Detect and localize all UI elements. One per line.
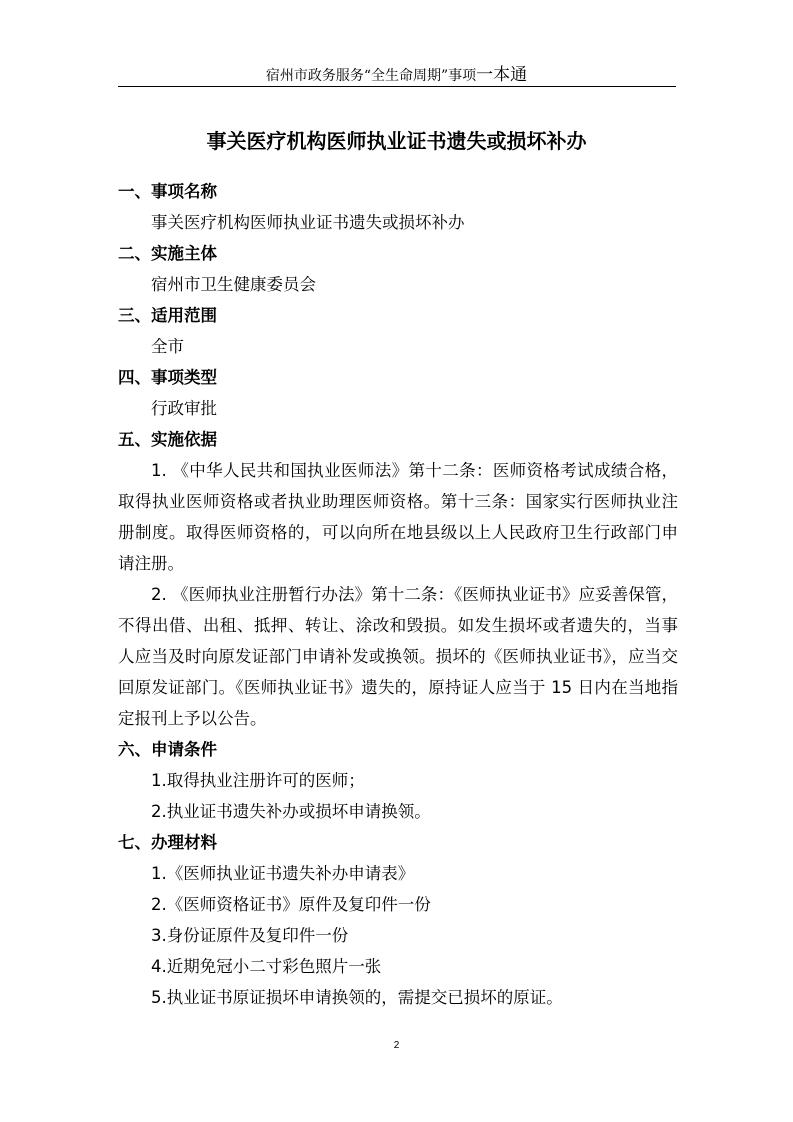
- page-number: 2: [393, 1040, 400, 1051]
- running-header: [0, 60, 793, 85]
- section-heading-implementing-body: 二、实施主体: [118, 244, 217, 263]
- document-body: [118, 176, 678, 1013]
- section-body-implementing-body: 宿州市卫生健康委员会: [151, 275, 316, 294]
- section-heading-materials: 七、办理材料: [118, 833, 217, 852]
- condition-item: 1.取得执业注册许可的医师；: [151, 771, 365, 790]
- section-body-item-type: 行政审批: [151, 399, 217, 418]
- legal-basis-paragraph: 2. 《医师执业注册暂行办法》第十二条：《医师执业证书》应妥善保管，不得出借、出租、抵押、转让、涂改和毁损。如发生损坏或者遗失的，当事人应当及时向原发证部门申请补发或换领。损坏的《医师执业证书》，应当交回原发证部门。《医师执业证书》遗失的，原持证人应当于 15 日内在当地指定报刊上予以公告。: [118, 585, 678, 728]
- header-suffix: 一本通: [476, 65, 528, 85]
- header-divider: [118, 86, 676, 87]
- header-text: 宿州市政务服务“全生命周期”事项: [265, 68, 477, 84]
- document-title: 事关医疗机构医师执业证书遗失或损坏补办: [206, 129, 587, 153]
- material-item: 2.《医师资格证书》原件及复印件一份: [151, 895, 431, 914]
- legal-basis-paragraph: 1. 《中华人民共和国执业医师法》第十二条：医师资格考试成绩合格，取得执业医师资格或者执业助理医师资格。第十三条：国家实行医师执业注册制度。取得医师资格的，可以向所在地县级以上人民政府卫生行政部门申请注册。: [118, 461, 678, 573]
- material-item: 5.执业证书原证损坏申请换领的，需提交已损坏的原证。: [151, 988, 563, 1007]
- section-heading-item-name: 一、事项名称: [118, 182, 217, 201]
- material-item: 1.《医师执业证书遗失补办申请表》: [151, 864, 415, 883]
- section-body-scope: 全市: [151, 337, 184, 356]
- section-heading-legal-basis: 五、实施依据: [118, 430, 217, 449]
- section-body-item-name: 事关医疗机构医师执业证书遗失或损坏补办: [151, 213, 465, 232]
- material-item: 4.近期免冠小二寸彩色照片一张: [151, 957, 382, 976]
- section-heading-item-type: 四、事项类型: [118, 368, 217, 387]
- condition-item: 2.执业证书遗失补办或损坏申请换领。: [151, 802, 431, 821]
- section-heading-conditions: 六、申请条件: [118, 740, 217, 759]
- section-heading-scope: 三、适用范围: [118, 306, 217, 325]
- material-item: 3.身份证原件及复印件一份: [151, 926, 349, 945]
